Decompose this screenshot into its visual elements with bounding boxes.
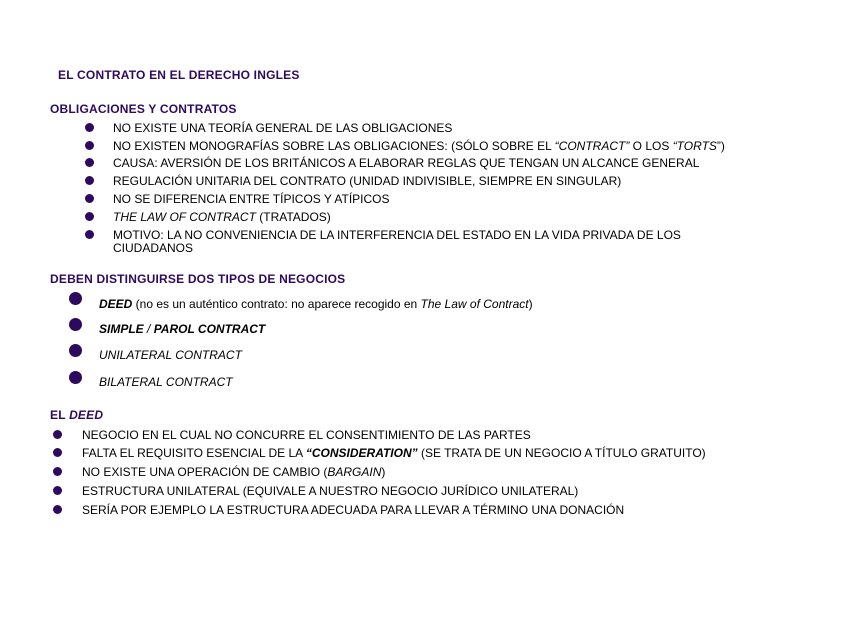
- bullet-dot: [85, 194, 94, 203]
- list-item-text: (SE TRATA DE UN NEGOCIO A TÍTULO GRATUITO): [417, 446, 706, 460]
- bullet-dot: [53, 505, 62, 514]
- list-item-text: ): [381, 465, 386, 479]
- list-item-bold-italic: PAROL CONTRACT: [153, 322, 266, 336]
- list-item: [113, 211, 331, 224]
- list-item-italic: BARGAIN: [327, 465, 382, 479]
- bullet-dot: [53, 486, 62, 495]
- list-item-bold-italic: DEED: [99, 297, 133, 311]
- heading-italic: DEED: [69, 408, 104, 422]
- list-item-text: (no es un auténtico contrato: no aparece recogido en: [132, 297, 421, 311]
- list-item-text: ): [528, 297, 533, 311]
- list-item: MOTIVO: LA NO CONVENIENCIA DE LA INTERFERENCIA DEL ESTADO EN LA VIDA PRIVADA DE LOS CIUDADANOS: [113, 228, 681, 255]
- list-item-text: ”): [716, 139, 725, 153]
- bullet-dot: [85, 176, 94, 185]
- list-item: [113, 140, 725, 153]
- list-item-italic: “TORTS: [672, 139, 717, 153]
- list-item-bold-italic: “CONSIDERATION”: [305, 446, 418, 460]
- list-item: UNILATERAL CONTRACT: [99, 348, 242, 362]
- list-item: [99, 323, 265, 336]
- bullet-dot: [53, 467, 62, 476]
- bullet-dot: [69, 318, 82, 331]
- bullet-dot: [53, 448, 62, 457]
- section-heading-tipos-negocios: DEBEN DISTINGUIRSE DOS TIPOS DE NEGOCIOS: [50, 272, 346, 286]
- list-item: BILATERAL CONTRACT: [99, 375, 233, 389]
- bullet-dot: [85, 230, 94, 239]
- list-item: REGULACIÓN UNITARIA DEL CONTRATO (UNIDAD INDIVISIBLE, SIEMPRE EN SINGULAR): [113, 174, 622, 188]
- list-item: [82, 466, 385, 479]
- list-item-text: (TRATADOS): [255, 210, 331, 224]
- list-item-italic: THE LAW OF CONTRACT: [113, 210, 256, 224]
- bullet-dot: [85, 212, 94, 221]
- bullet-dot: [69, 371, 82, 384]
- list-item-italic: “CONTRACT”: [554, 139, 630, 153]
- list-item: NO EXISTE UNA TEORÍA GENERAL DE LAS OBLIGACIONES: [113, 121, 453, 135]
- heading-prefix: EL: [50, 408, 70, 422]
- list-item-bold-italic: SIMPLE: [99, 322, 144, 336]
- list-item: ESTRUCTURA UNILATERAL (EQUIVALE A NUESTRO NEGOCIO JURÍDICO UNILATERAL): [82, 484, 579, 498]
- list-item: NEGOCIO EN EL CUAL NO CONCURRE EL CONSENTIMIENTO DE LAS PARTES: [82, 428, 531, 442]
- bullet-dot: [85, 141, 94, 150]
- list-item: [82, 447, 706, 460]
- list-item: SERÍA POR EJEMPLO LA ESTRUCTURA ADECUADA PARA LLEVAR A TÉRMINO UNA DONACIÓN: [82, 503, 625, 517]
- list-item-text: NO EXISTE UNA OPERACIÓN DE CAMBIO (: [82, 465, 328, 479]
- bullet-dot: [69, 344, 82, 357]
- bullet-dot: [69, 292, 82, 305]
- list-item-italic: /: [143, 322, 154, 336]
- list-item-text: FALTA EL REQUISITO ESENCIAL DE LA: [82, 446, 306, 460]
- bullet-dot: [85, 158, 94, 167]
- section-heading-deed: [50, 408, 103, 422]
- list-item: NO SE DIFERENCIA ENTRE TÍPICOS Y ATÍPICOS: [113, 192, 390, 206]
- list-item: [99, 298, 533, 311]
- list-item: CAUSA: AVERSIÓN DE LOS BRITÁNICOS A ELABORAR REGLAS QUE TENGAN UN ALCANCE GENERAL: [113, 156, 700, 170]
- list-item-text: O LOS: [629, 139, 673, 153]
- page-title: EL CONTRATO EN EL DERECHO INGLES: [58, 68, 300, 82]
- list-item-italic: The Law of Contract: [420, 297, 529, 311]
- list-item-text: NO EXISTEN MONOGRAFÍAS SOBRE LAS OBLIGACIONES: (SÓLO SOBRE EL: [113, 139, 555, 153]
- section-heading-obligaciones: OBLIGACIONES Y CONTRATOS: [50, 102, 237, 116]
- bullet-dot: [85, 123, 94, 132]
- bullet-dot: [53, 430, 62, 439]
